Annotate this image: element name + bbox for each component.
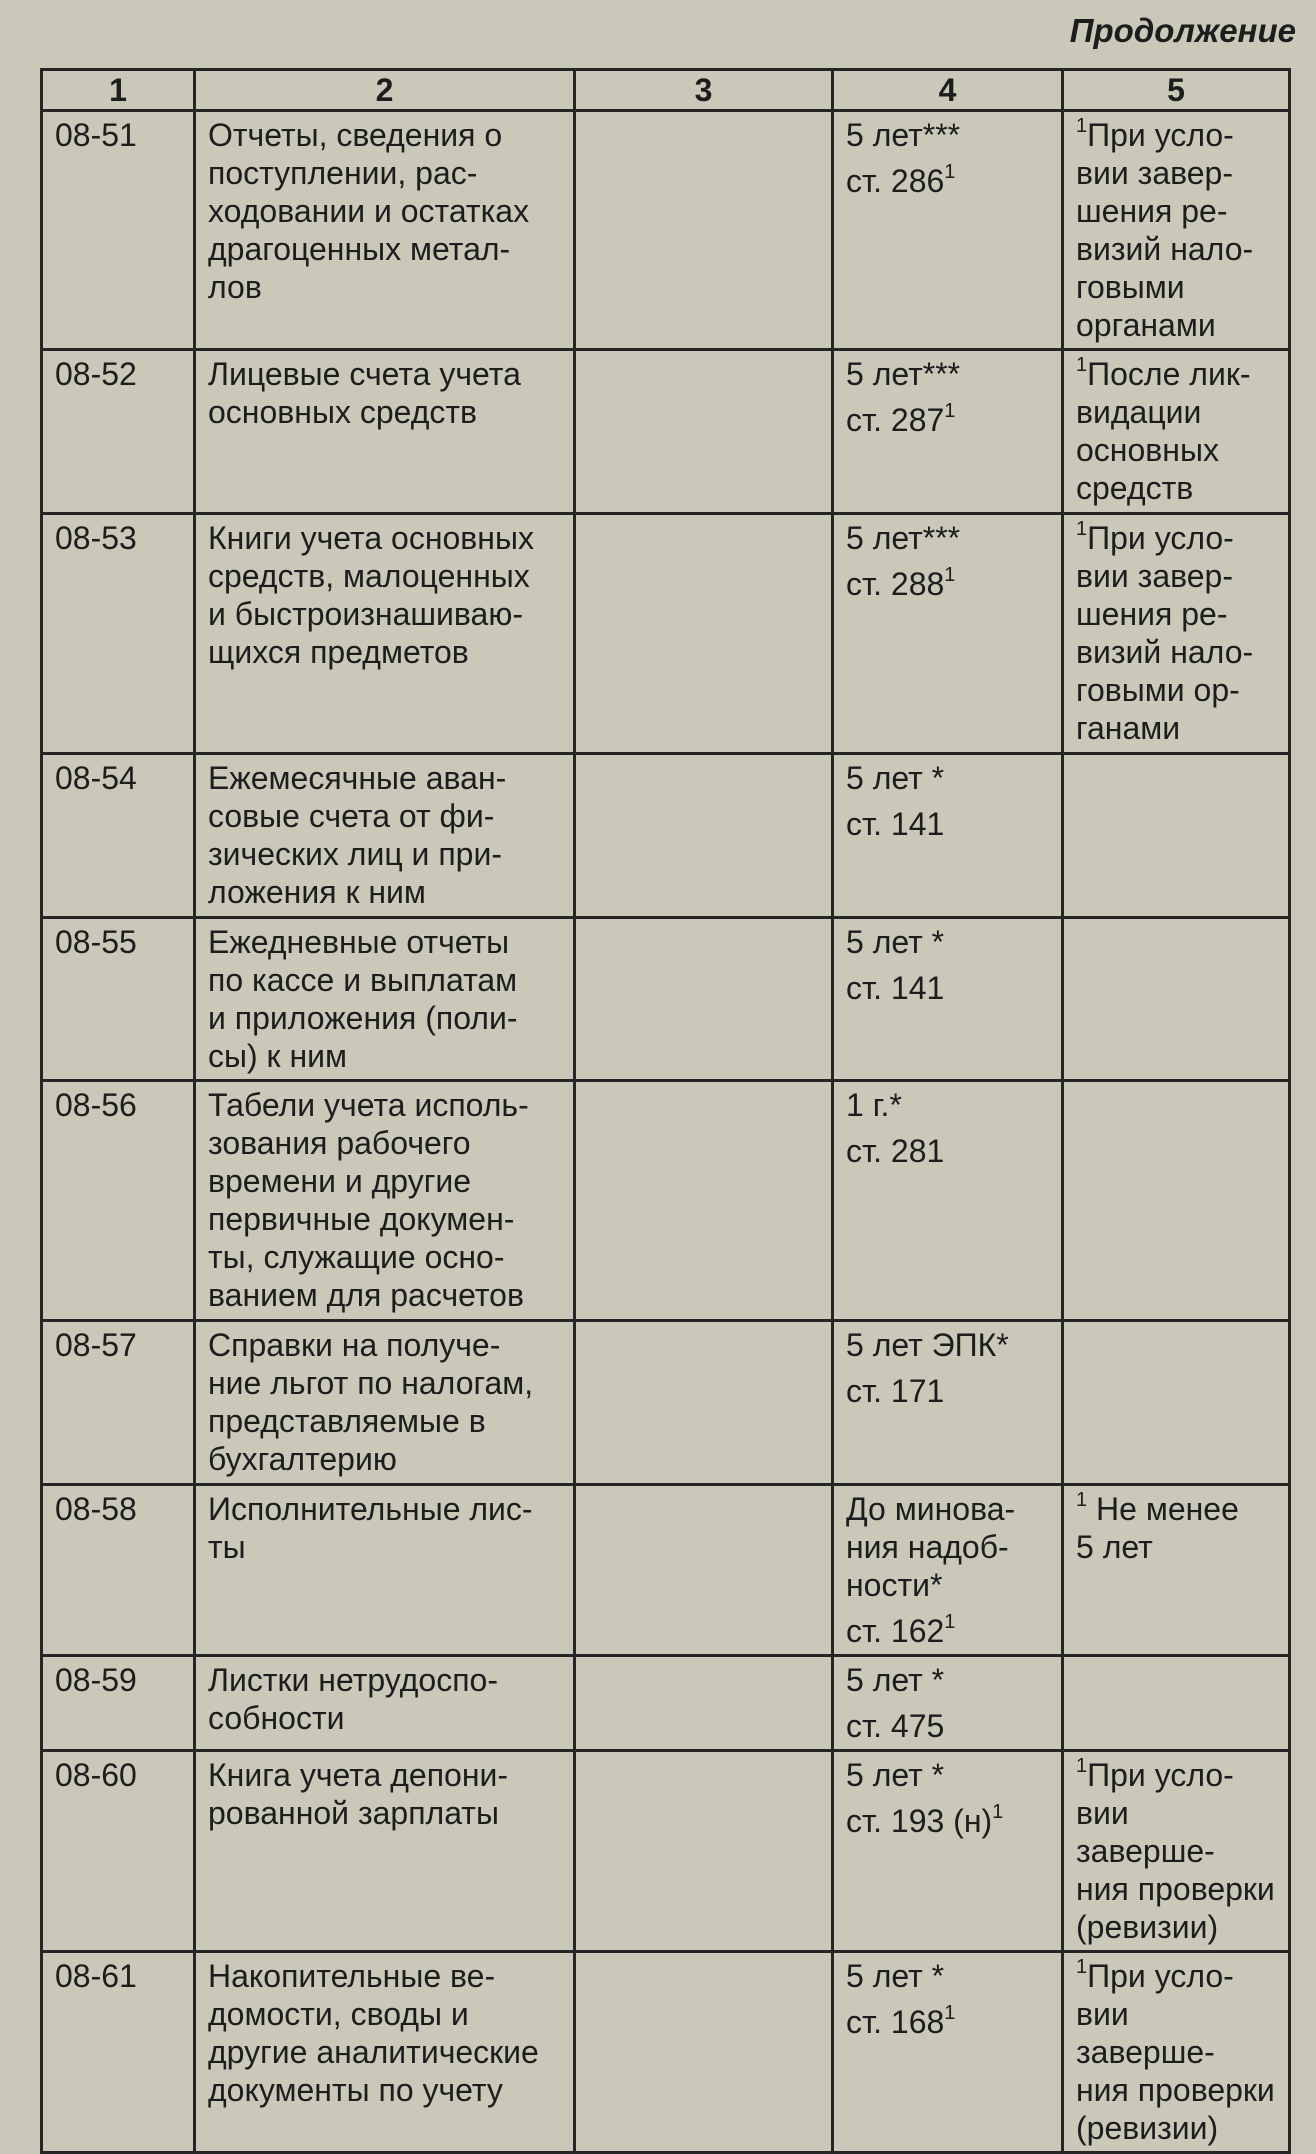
record-index: 08-52 xyxy=(42,350,195,514)
article-footnote-mark: 1 xyxy=(944,2002,956,2025)
record-note xyxy=(1063,1321,1290,1485)
continued-label: Продолжение xyxy=(1069,12,1296,49)
record-retention-term xyxy=(833,1485,1063,1656)
record-col3 xyxy=(575,350,833,514)
retention-article xyxy=(846,1372,1049,1410)
record-title: Книга учета депони- рованной зарплаты xyxy=(195,1751,575,1952)
retention-article xyxy=(846,401,1049,439)
note-text: При усло- вии завер- шения ре- визий нало- говыми ор- ганами xyxy=(1076,520,1254,746)
retention-article xyxy=(846,1707,1049,1745)
record-title: Ежедневные отчеты по кассе и выплатам и приложения (поли- сы) к ним xyxy=(195,918,575,1081)
record-col3 xyxy=(575,1485,833,1656)
record-note xyxy=(1063,754,1290,918)
retention-period: 5 лет * xyxy=(846,760,945,796)
retention-article xyxy=(846,1132,1049,1170)
article-number: ст. 287 xyxy=(846,402,945,438)
article-number: ст. 162 xyxy=(846,1613,945,1649)
record-title: Отчеты, сведения о поступлении, рас- ходовании и остатках драгоценных метал- лов xyxy=(195,111,575,350)
record-title: Листки нетрудоспо- собности xyxy=(195,1656,575,1751)
retention-article xyxy=(846,1612,1049,1650)
record-title: Книги учета основных средств, малоценных и быстроизнашиваю- щихся предметов xyxy=(195,514,575,754)
table-row xyxy=(42,514,1290,754)
record-col3 xyxy=(575,754,833,918)
record-col3 xyxy=(575,1751,833,1952)
retention-period: 5 лет * xyxy=(846,1662,945,1698)
table-row xyxy=(42,754,1290,918)
article-number: ст. 141 xyxy=(846,970,945,1006)
record-retention-term xyxy=(833,918,1063,1081)
retention-period: 5 лет * xyxy=(846,1757,945,1793)
note-footnote-mark: 1 xyxy=(1076,518,1088,541)
article-number: ст. 141 xyxy=(846,806,945,842)
table-row xyxy=(42,1485,1290,1656)
retention-article xyxy=(846,2003,1049,2041)
header-col-3: 3 xyxy=(575,70,833,111)
note-footnote-mark: 1 xyxy=(1076,1755,1088,1778)
record-title: Табели учета исполь- зования рабочего времени и другие первичные докумен- ты, служащие осно- ванием для расчетов xyxy=(195,1081,575,1321)
retention-article xyxy=(846,162,1049,200)
record-index: 08-53 xyxy=(42,514,195,754)
note-footnote-mark: 1 xyxy=(1076,1956,1088,1979)
record-note xyxy=(1063,1081,1290,1321)
retention-period: 5 лет ЭПК* xyxy=(846,1327,1009,1363)
record-title: Справки на получе- ние льгот по налогам, представляемые в бухгалтерию xyxy=(195,1321,575,1485)
article-number: ст. 193 (н) xyxy=(846,1803,993,1839)
retention-article xyxy=(846,1802,1049,1840)
record-retention-term xyxy=(833,350,1063,514)
record-title: Накопительные ве- домости, своды и другие аналитические документы по учету xyxy=(195,1952,575,2153)
article-footnote-mark: 1 xyxy=(944,161,956,184)
records-table xyxy=(40,68,1291,2154)
retention-article xyxy=(846,565,1049,603)
record-index: 08-59 xyxy=(42,1656,195,1751)
record-retention-term xyxy=(833,1952,1063,2153)
record-col3 xyxy=(575,1081,833,1321)
record-title: Ежемесячные аван- совые счета от фи- зических лиц и при- ложения к ним xyxy=(195,754,575,918)
retention-period: 5 лет*** xyxy=(846,520,961,556)
table-row xyxy=(42,1952,1290,2153)
record-note xyxy=(1063,918,1290,1081)
header-col-1: 1 xyxy=(42,70,195,111)
record-title: Лицевые счета учета основных средств xyxy=(195,350,575,514)
retention-period: 5 лет * xyxy=(846,1958,945,1994)
record-col3 xyxy=(575,1321,833,1485)
note-footnote-mark: 1 xyxy=(1076,1489,1088,1512)
record-index: 08-61 xyxy=(42,1952,195,2153)
record-col3 xyxy=(575,514,833,754)
record-note xyxy=(1063,514,1290,754)
table-row xyxy=(42,111,1290,350)
record-note xyxy=(1063,1952,1290,2153)
article-number: ст. 475 xyxy=(846,1708,945,1744)
record-retention-term xyxy=(833,754,1063,918)
table-row xyxy=(42,350,1290,514)
record-index: 08-56 xyxy=(42,1081,195,1321)
article-footnote-mark: 1 xyxy=(992,1801,1004,1824)
record-index: 08-54 xyxy=(42,754,195,918)
record-col3 xyxy=(575,111,833,350)
record-index: 08-57 xyxy=(42,1321,195,1485)
retention-period: 5 лет * xyxy=(846,924,945,960)
record-retention-term xyxy=(833,1656,1063,1751)
record-note xyxy=(1063,1656,1290,1751)
record-index: 08-60 xyxy=(42,1751,195,1952)
record-note xyxy=(1063,111,1290,350)
note-text: Не менее 5 лет xyxy=(1076,1491,1239,1565)
header-col-5: 5 xyxy=(1063,70,1290,111)
note-text: При усло- вии заверше- ния проверки (ревизии) xyxy=(1076,1958,1275,2146)
record-title: Исполнительные лис- ты xyxy=(195,1485,575,1656)
table-body xyxy=(42,111,1290,2153)
retention-period: 1 г.* xyxy=(846,1087,902,1123)
record-note xyxy=(1063,1751,1290,1952)
record-retention-term xyxy=(833,514,1063,754)
note-text: При усло- вии заверше- ния проверки (ревизии) xyxy=(1076,1757,1275,1945)
header-row xyxy=(42,70,1290,111)
header-col-4: 4 xyxy=(833,70,1063,111)
retention-period: 5 лет*** xyxy=(846,117,961,153)
note-text: При усло- вии завер- шения ре- визий нало- говыми органами xyxy=(1076,117,1254,343)
table-row xyxy=(42,918,1290,1081)
article-number: ст. 281 xyxy=(846,1133,945,1169)
article-number: ст. 288 xyxy=(846,566,945,602)
record-note xyxy=(1063,1485,1290,1656)
article-number: ст. 171 xyxy=(846,1373,945,1409)
note-footnote-mark: 1 xyxy=(1076,115,1088,138)
note-footnote-mark: 1 xyxy=(1076,354,1088,377)
retention-period: До минова- ния надоб- ности* xyxy=(846,1491,1016,1603)
header-col-2: 2 xyxy=(195,70,575,111)
retention-article xyxy=(846,805,1049,843)
article-number: ст. 286 xyxy=(846,163,945,199)
record-note xyxy=(1063,350,1290,514)
record-index: 08-58 xyxy=(42,1485,195,1656)
record-retention-term xyxy=(833,1321,1063,1485)
table-row xyxy=(42,1751,1290,1952)
article-footnote-mark: 1 xyxy=(944,400,956,423)
retention-article xyxy=(846,969,1049,1007)
table-row xyxy=(42,1321,1290,1485)
record-retention-term xyxy=(833,1081,1063,1321)
record-col3 xyxy=(575,918,833,1081)
record-retention-term xyxy=(833,1751,1063,1952)
article-footnote-mark: 1 xyxy=(944,1611,956,1634)
record-col3 xyxy=(575,1952,833,2153)
record-index: 08-51 xyxy=(42,111,195,350)
article-footnote-mark: 1 xyxy=(944,564,956,587)
table-row xyxy=(42,1081,1290,1321)
record-retention-term xyxy=(833,111,1063,350)
record-index: 08-55 xyxy=(42,918,195,1081)
retention-period: 5 лет*** xyxy=(846,356,961,392)
record-col3 xyxy=(575,1656,833,1751)
article-number: ст. 168 xyxy=(846,2004,945,2040)
table-row xyxy=(42,1656,1290,1751)
note-text: После лик- видации основных средств xyxy=(1076,356,1251,506)
